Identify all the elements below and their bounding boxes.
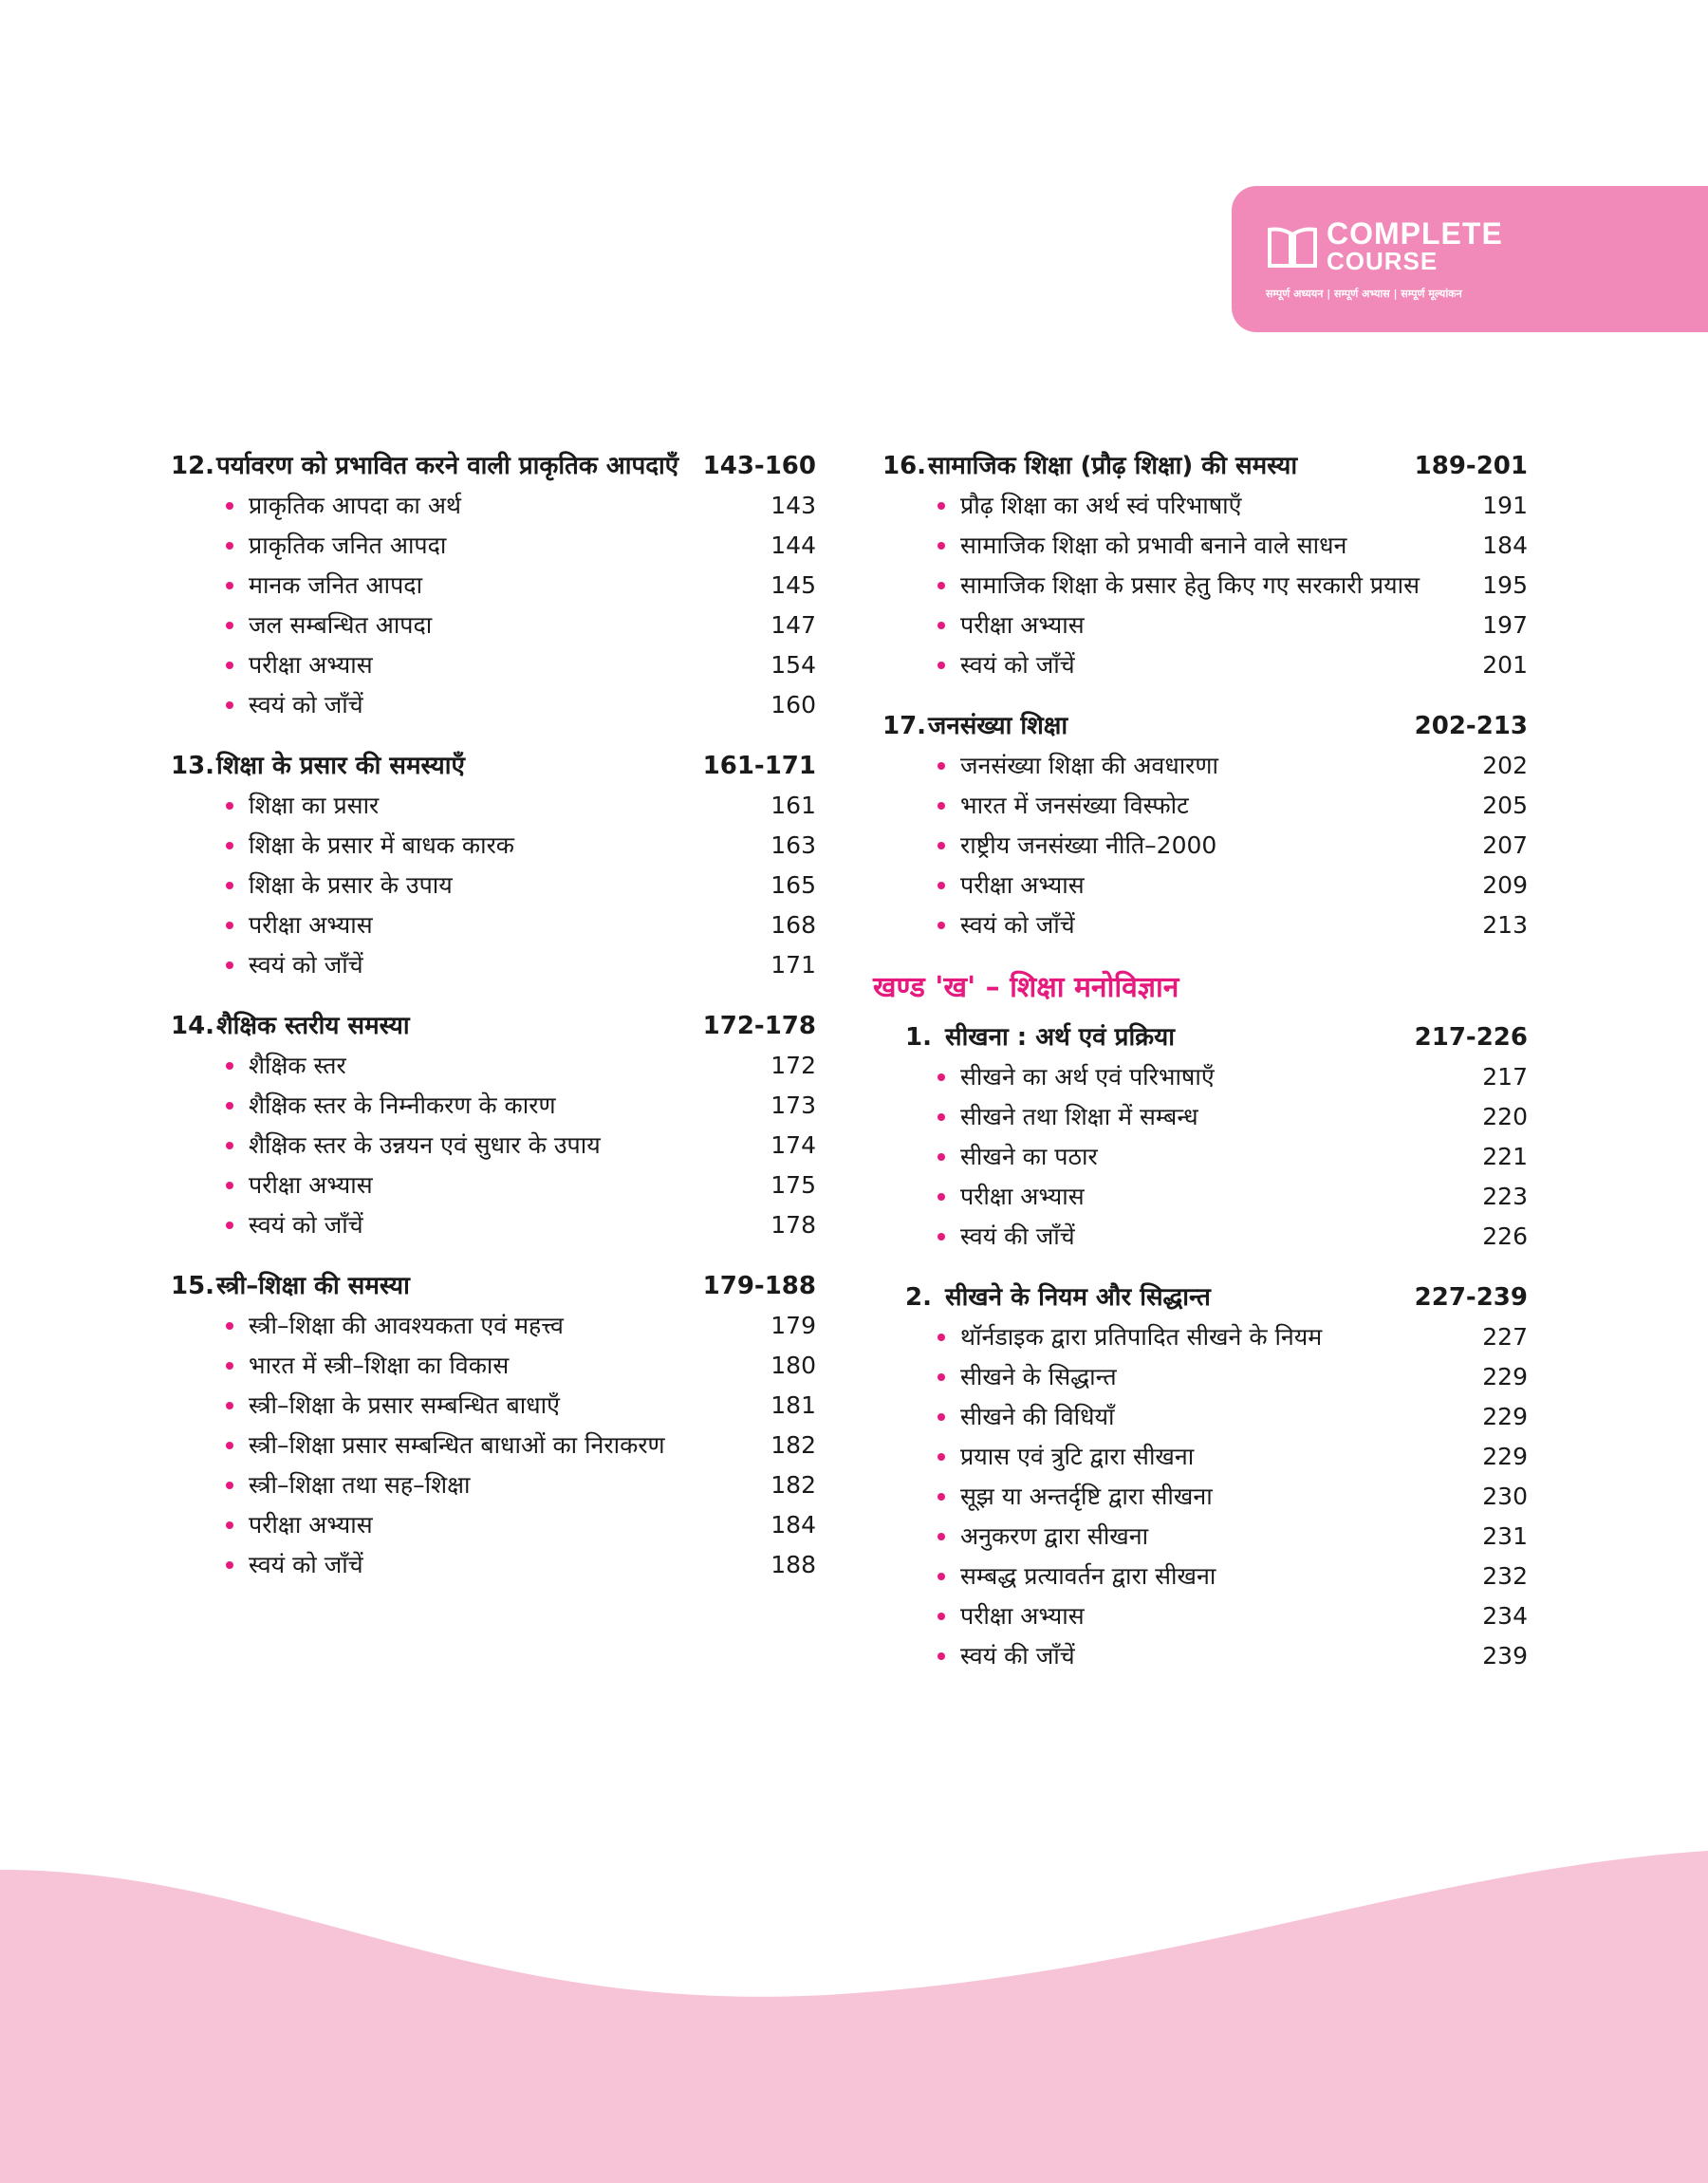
topic-title: परीक्षा अभ्यास [960, 611, 1085, 639]
topic-page: 144 [770, 532, 816, 559]
bullet-icon [226, 961, 233, 969]
chapter-title: शैक्षिक स्तरीय समस्या [216, 1012, 410, 1040]
topic-row [171, 526, 816, 566]
bullet-icon [226, 1182, 233, 1189]
topic-page: 161 [770, 792, 816, 819]
chapter-title: स्त्री–शिक्षा की समस्या [216, 1272, 410, 1300]
brand-line1: COMPLETE [1327, 216, 1503, 251]
topic-row [171, 1086, 816, 1126]
topic-page: 163 [770, 831, 816, 859]
topic-row [171, 566, 816, 606]
topic-row [171, 1386, 816, 1426]
bottom-wave [0, 1851, 1708, 2183]
chapter-page-range: 179-188 [702, 1272, 816, 1300]
topic-page: 201 [1482, 651, 1528, 679]
chapter-entry [882, 446, 1528, 685]
chapter-title: पर्यावरण को प्रभावित करने वाली प्राकृतिक आपदाएँ [216, 452, 679, 480]
topic-page: 197 [1482, 611, 1528, 639]
topic-page: 227 [1482, 1323, 1528, 1351]
topic-page: 209 [1482, 871, 1528, 899]
chapter-title: सीखना : अर्थ एवं प्रक्रिया [945, 1023, 1175, 1052]
chapter-number: 12. [171, 452, 215, 480]
chapter-heading [171, 746, 816, 786]
topic-title: सम्बद्ध प्रत्यावर्तन द्वारा सीखना [960, 1562, 1216, 1590]
topic-title: जल सम्बन्धित आपदा [249, 611, 433, 639]
topic-row [882, 1137, 1528, 1177]
topic-row [882, 1557, 1528, 1596]
topic-title: शैक्षिक स्तर के निम्नीकरण के कारण [249, 1092, 556, 1119]
topic-row [882, 1317, 1528, 1357]
topic-title: सीखने की विधियाँ [960, 1403, 1115, 1430]
topic-title: अनुकरण द्वारा सीखना [960, 1522, 1149, 1550]
bullet-icon [938, 1413, 945, 1421]
topic-row [171, 645, 816, 685]
topic-title: मानक जनित आपदा [249, 571, 423, 599]
chapter-heading [171, 1266, 816, 1306]
topic-title: स्वयं की जाँचें [960, 1222, 1075, 1250]
topic-row [882, 1057, 1528, 1097]
chapter-entry [171, 1266, 816, 1585]
topic-row [171, 606, 816, 645]
topic-title: भारत में स्त्री–शिक्षा का विकास [249, 1352, 510, 1379]
topic-page: 231 [1482, 1522, 1528, 1550]
topic-row [882, 1217, 1528, 1257]
topic-title: सूझ या अन्तर्दृष्टि द्वारा सीखना [960, 1483, 1213, 1510]
chapter-heading [171, 446, 816, 486]
chapter-heading [882, 1278, 1528, 1317]
topic-row [882, 486, 1528, 526]
topic-row [882, 1596, 1528, 1636]
toc-right-column [873, 446, 1528, 1697]
chapter-title: जनसंख्या शिक्षा [928, 712, 1068, 740]
bullet-icon [938, 922, 945, 929]
topic-page: 178 [770, 1211, 816, 1239]
topic-row [882, 1177, 1528, 1217]
topic-title: प्राकृतिक जनित आपदा [249, 532, 447, 559]
topic-row [171, 1166, 816, 1205]
topic-row [171, 1545, 816, 1585]
topic-page: 226 [1482, 1222, 1528, 1250]
topic-row [882, 1437, 1528, 1477]
topic-page: 181 [770, 1391, 816, 1419]
chapter-number: 15. [171, 1272, 215, 1300]
topic-row [882, 606, 1528, 645]
topic-row [882, 1397, 1528, 1437]
bullet-icon [938, 1652, 945, 1660]
topic-page: 172 [770, 1052, 816, 1079]
topic-row [882, 786, 1528, 826]
topic-row [171, 1346, 816, 1386]
topic-title: परीक्षा अभ्यास [960, 871, 1085, 899]
bullet-icon [226, 1482, 233, 1489]
topic-page: 217 [1482, 1063, 1528, 1091]
bullet-icon [938, 762, 945, 770]
chapter-number: 1. [905, 1023, 932, 1052]
topic-page: 147 [770, 611, 816, 639]
bullet-icon [938, 1453, 945, 1461]
topic-title: स्वयं को जाँचें [249, 1551, 363, 1578]
topic-row [171, 1426, 816, 1465]
chapter-entry [171, 1006, 816, 1245]
topic-title: राष्ट्रीय जनसंख्या नीति–2000 [960, 831, 1217, 859]
topic-row [882, 826, 1528, 866]
bullet-icon [938, 882, 945, 889]
chapter-number: 17. [882, 712, 927, 740]
bullet-icon [938, 662, 945, 669]
topic-title: स्वयं को जाँचें [960, 651, 1075, 679]
bullet-icon [938, 1334, 945, 1341]
topic-title: सीखने का पठार [960, 1143, 1098, 1170]
topic-title: स्वयं को जाँचें [249, 951, 363, 979]
bullet-icon [938, 502, 945, 510]
chapter-heading [882, 446, 1528, 486]
bullet-icon [226, 502, 233, 510]
topic-page: 179 [770, 1312, 816, 1339]
topic-row [171, 1046, 816, 1086]
topic-title: प्रौढ़ शिक्षा का अर्थ स्वं परिभाषाएँ [960, 492, 1242, 519]
topic-title: सामाजिक शिक्षा के प्रसार हेतु किए गए सरकारी प्रयास [960, 571, 1420, 599]
topic-row [171, 945, 816, 985]
bullet-icon [226, 802, 233, 810]
topic-page: 165 [770, 871, 816, 899]
topic-title: परीक्षा अभ्यास [249, 651, 373, 679]
chapter-number: 14. [171, 1012, 215, 1040]
bullet-icon [226, 1442, 233, 1449]
bullet-icon [938, 1233, 945, 1241]
chapter-entry [171, 446, 816, 725]
bullet-icon [938, 1113, 945, 1121]
topic-title: शैक्षिक स्तर के उन्नयन एवं सुधार के उपाय [249, 1131, 601, 1159]
topic-row [171, 786, 816, 826]
bullet-icon [938, 1073, 945, 1081]
topic-title: शिक्षा का प्रसार [249, 792, 380, 819]
chapter-page-range: 143-160 [702, 452, 816, 480]
bullet-icon [226, 1062, 233, 1070]
chapter-entry [171, 746, 816, 985]
bullet-icon [226, 882, 233, 889]
topic-page: 143 [770, 492, 816, 519]
topic-title: परीक्षा अभ्यास [249, 1511, 373, 1539]
bullet-icon [226, 922, 233, 929]
topic-page: 175 [770, 1171, 816, 1199]
topic-page: 202 [1482, 752, 1528, 779]
topic-page: 182 [770, 1431, 816, 1459]
bullet-icon [938, 1373, 945, 1381]
topic-page: 180 [770, 1352, 816, 1379]
topic-page: 191 [1482, 492, 1528, 519]
bullet-icon [226, 1142, 233, 1149]
topic-row [171, 1306, 816, 1346]
topic-title: परीक्षा अभ्यास [249, 911, 373, 939]
bullet-icon [226, 1222, 233, 1229]
topic-title: स्वयं को जाँचें [249, 1211, 363, 1239]
topic-page: 220 [1482, 1103, 1528, 1130]
bullet-icon [938, 542, 945, 550]
topic-page: 145 [770, 571, 816, 599]
topic-page: 221 [1482, 1143, 1528, 1170]
chapter-entry [882, 1017, 1528, 1257]
bullet-icon [938, 1573, 945, 1580]
topic-row [882, 905, 1528, 945]
topic-title: प्राकृतिक आपदा का अर्थ [249, 492, 461, 519]
topic-page: 182 [770, 1471, 816, 1499]
topic-title: परीक्षा अभ्यास [960, 1183, 1085, 1210]
chapter-entry [882, 1278, 1528, 1676]
topic-row [171, 486, 816, 526]
bullet-icon [226, 1322, 233, 1330]
bullet-icon [226, 1102, 233, 1110]
topic-title: शैक्षिक स्तर [249, 1052, 346, 1079]
bullet-icon [226, 622, 233, 629]
bullet-icon [938, 582, 945, 589]
topic-title: प्रयास एवं त्रुटि द्वारा सीखना [960, 1443, 1195, 1470]
topic-page: 229 [1482, 1443, 1528, 1470]
bullet-icon [226, 582, 233, 589]
chapter-entry [882, 706, 1528, 945]
topic-row [882, 526, 1528, 566]
topic-title: शिक्षा के प्रसार के उपाय [249, 871, 453, 899]
topic-row [171, 1465, 816, 1505]
chapter-page-range: 189-201 [1414, 452, 1528, 480]
topic-page: 168 [770, 911, 816, 939]
topic-page: 160 [770, 691, 816, 718]
bullet-icon [938, 1153, 945, 1161]
bullet-icon [226, 1521, 233, 1529]
bullet-icon [226, 1362, 233, 1370]
bullet-icon [938, 622, 945, 629]
topic-page: 213 [1482, 911, 1528, 939]
bullet-icon [938, 1533, 945, 1540]
brand-line2: COURSE [1327, 247, 1439, 275]
topic-row [882, 645, 1528, 685]
chapter-title: सामाजिक शिक्षा (प्रौढ़ शिक्षा) की समस्या [928, 452, 1298, 480]
chapter-heading [882, 1017, 1528, 1057]
topic-page: 174 [770, 1131, 816, 1159]
open-book-icon [1266, 220, 1319, 273]
chapter-title: शिक्षा के प्रसार की समस्याएँ [216, 752, 465, 780]
topic-row [882, 1517, 1528, 1557]
topic-page: 184 [770, 1511, 816, 1539]
topic-title: परीक्षा अभ्यास [249, 1171, 373, 1199]
topic-title: शिक्षा के प्रसार में बाधक कारक [249, 831, 515, 859]
bullet-icon [226, 662, 233, 669]
topic-title: भारत में जनसंख्या विस्फोट [960, 792, 1189, 819]
topic-page: 173 [770, 1092, 816, 1119]
section-heading: खण्ड 'ख' – शिक्षा मनोविज्ञान [873, 971, 1179, 1004]
bullet-icon [226, 1402, 233, 1409]
topic-page: 232 [1482, 1562, 1528, 1590]
toc-left-column [171, 446, 816, 1606]
chapter-page-range: 172-178 [702, 1012, 816, 1040]
bullet-icon [226, 701, 233, 709]
bullet-icon [938, 1193, 945, 1201]
topic-page: 223 [1482, 1183, 1528, 1210]
topic-page: 239 [1482, 1642, 1528, 1670]
topic-row [171, 1205, 816, 1245]
chapter-page-range: 161-171 [702, 752, 816, 780]
bullet-icon [938, 1493, 945, 1501]
topic-row [171, 826, 816, 866]
bullet-icon [226, 842, 233, 849]
topic-page: 154 [770, 651, 816, 679]
topic-row [882, 1357, 1528, 1397]
topic-page: 207 [1482, 831, 1528, 859]
topic-title: स्त्री–शिक्षा प्रसार सम्बन्धित बाधाओं का निराकरण [249, 1431, 665, 1459]
chapter-page-range: 202-213 [1414, 712, 1528, 740]
topic-page: 171 [770, 951, 816, 979]
chapter-page-range: 227-239 [1414, 1283, 1528, 1312]
topic-title: स्वयं को जाँचें [249, 691, 363, 718]
bullet-icon [226, 1561, 233, 1569]
topic-row [171, 1505, 816, 1545]
topic-row [171, 1126, 816, 1166]
bullet-icon [938, 802, 945, 810]
topic-page: 195 [1482, 571, 1528, 599]
topic-title: स्वयं की जाँचें [960, 1642, 1075, 1670]
topic-title: सीखने तथा शिक्षा में सम्बन्ध [960, 1103, 1198, 1130]
chapter-number: 2. [905, 1283, 932, 1312]
chapter-title: सीखने के नियम और सिद्धान्त [945, 1283, 1211, 1312]
bullet-icon [226, 542, 233, 550]
chapter-number: 16. [882, 452, 927, 480]
brand-badge [1232, 186, 1708, 332]
chapter-heading [171, 1006, 816, 1046]
chapter-page-range: 217-226 [1414, 1023, 1528, 1052]
topic-title: थॉर्नडाइक द्वारा प्रतिपादित सीखने के नियम [960, 1323, 1323, 1351]
topic-title: सामाजिक शिक्षा को प्रभावी बनाने वाले साधन [960, 532, 1347, 559]
topic-row [882, 1477, 1528, 1517]
topic-row [171, 866, 816, 905]
topic-title: स्त्री–शिक्षा के प्रसार सम्बन्धित बाधाएँ [249, 1391, 560, 1419]
topic-title: जनसंख्या शिक्षा की अवधारणा [960, 752, 1218, 779]
topic-row [882, 866, 1528, 905]
topic-page: 184 [1482, 532, 1528, 559]
topic-row [171, 685, 816, 725]
chapter-number: 13. [171, 752, 215, 780]
topic-row [882, 1636, 1528, 1676]
bullet-icon [938, 1613, 945, 1620]
topic-row [882, 1097, 1528, 1137]
topic-title: स्त्री–शिक्षा तथा सह–शिक्षा [249, 1471, 471, 1499]
topic-page: 229 [1482, 1363, 1528, 1390]
topic-title: स्वयं को जाँचें [960, 911, 1075, 939]
topic-title: परीक्षा अभ्यास [960, 1602, 1085, 1630]
topic-page: 230 [1482, 1483, 1528, 1510]
brand-tagline: सम्पूर्ण अध्ययन | सम्पूर्ण अभ्यास | सम्पूर्ण मूल्यांकन [1266, 288, 1462, 300]
topic-title: सीखने के सिद्धान्त [960, 1363, 1117, 1390]
topic-page: 229 [1482, 1403, 1528, 1430]
topic-row [882, 566, 1528, 606]
chapter-heading [882, 706, 1528, 746]
topic-row [882, 746, 1528, 786]
topic-page: 234 [1482, 1602, 1528, 1630]
topic-page: 205 [1482, 792, 1528, 819]
topic-title: सीखने का अर्थ एवं परिभाषाएँ [960, 1063, 1215, 1091]
topic-row [171, 905, 816, 945]
bullet-icon [938, 842, 945, 849]
topic-page: 188 [770, 1551, 816, 1578]
topic-title: स्त्री–शिक्षा की आवश्यकता एवं महत्त्व [249, 1312, 564, 1339]
